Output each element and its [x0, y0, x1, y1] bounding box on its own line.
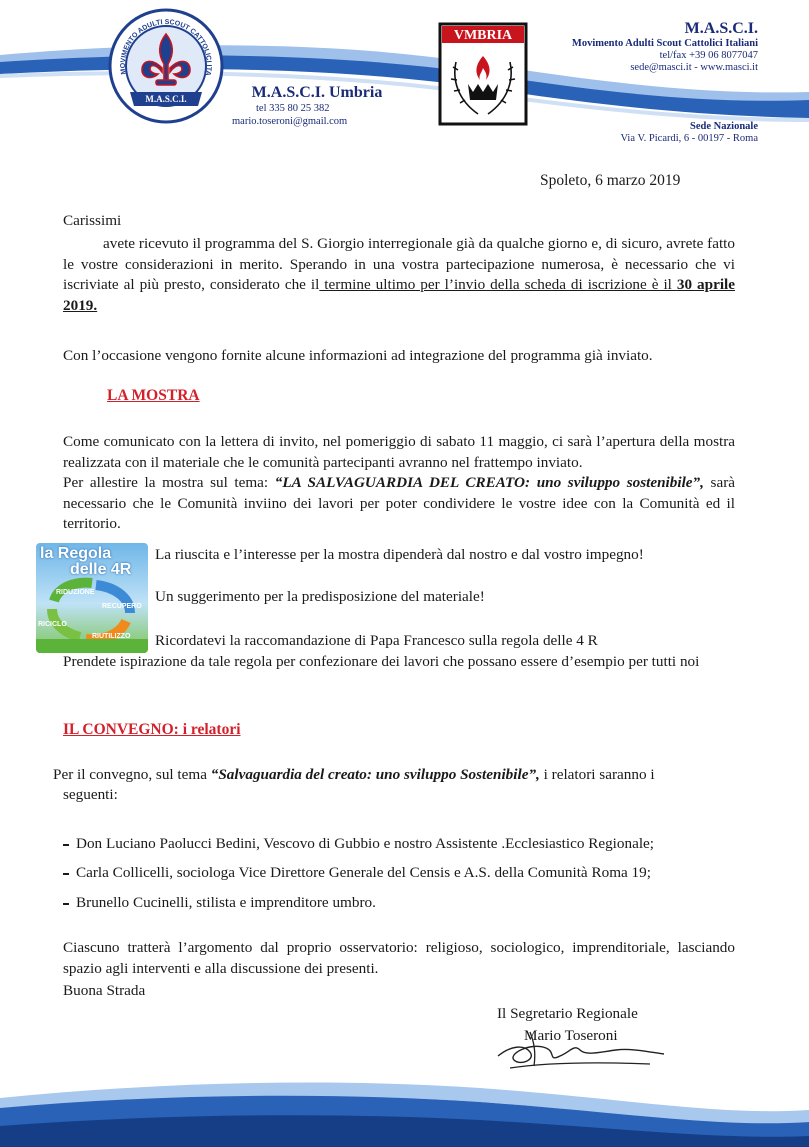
para1-deadline: termine ultimo per l’invio della scheda di iscrizione è il — [319, 276, 677, 293]
paragraph-registration — [63, 234, 735, 316]
national-seat — [560, 121, 758, 145]
regional-contact — [232, 84, 402, 128]
regional-email: mario.toseroni@gmail.com — [232, 116, 348, 127]
speaker-item — [63, 834, 654, 854]
line-suggestion: Un suggerimento per la predisposizione del materiale! — [155, 588, 485, 605]
poster-word-riciclo: RICICLO — [38, 621, 67, 628]
paragraph-info: Con l’occasione vengono fornite alcune informazioni ad integrazione del programma già inviato. — [63, 347, 653, 364]
national-contact — [520, 20, 758, 74]
para4-text: Per allestire la mostra sul tema: — [63, 474, 275, 491]
national-subtitle: Movimento Adulti Scout Cattolici Italiani — [571, 38, 758, 49]
closing: Buona Strada — [63, 982, 146, 999]
national-contacts: sede@masci.it - www.masci.it — [630, 62, 758, 73]
seat-address: Via V. Picardi, 6 - 00197 - Roma — [620, 133, 758, 144]
national-telfax: tel/fax +39 06 8077047 — [659, 50, 758, 61]
masci-logo — [108, 8, 224, 124]
regional-phone: tel 335 80 25 382 — [256, 103, 330, 114]
para6-following: seguenti: — [63, 786, 118, 803]
paragraph-exhibition: Come comunicato con la lettera di invito, nel pomeriggio di sabato 11 maggio, ci sarà l’apertura della mostra realizzata con il materiale che le comunità partecipanti avranno nel frattempo inviato. — [63, 433, 735, 471]
para1-text: avete ricevuto il programma del S. Giorgio interregionale già da qualche giorno e, di sicuro, avrete fatto le vostre considerazioni in merito. Sperando in una vostra partecipazione numerosa, è necessario che vi iscriviate al più presto, considerato che il — [63, 235, 735, 293]
poster-word-riutilizzo: RIUTILIZZO — [92, 633, 131, 640]
dash-bullet-icon — [63, 903, 69, 905]
date-line: Spoleto, 6 marzo 2019 — [540, 172, 681, 189]
speaker-item — [63, 863, 651, 883]
para4-theme: “LA SALVAGUARDIA DEL CREATO: uno sviluppo sostenibile”, — [274, 474, 704, 491]
speaker-item — [63, 893, 376, 913]
para6-text: Per il convegno, sul tema — [53, 766, 211, 783]
poster-word-riduzione: RIDUZIONE — [56, 589, 95, 596]
paragraph-inspiration: Prendete ispirazione da tale regola per confezionare dei lavori che possano essere d’esempio per tutti noi — [63, 653, 700, 670]
para6-rest: i relatori saranno i — [539, 766, 655, 783]
poster-title-line1: la Regola — [40, 545, 112, 562]
poster-title-line2: delle 4R — [70, 561, 132, 578]
shield-banner-text: VMBRIA — [453, 28, 513, 43]
line-pope: Ricordatevi la raccomandazione di Papa Francesco sulla regola delle 4 R — [155, 632, 598, 649]
speaker-name: Brunello Cucinelli, stilista e imprenditore umbro. — [76, 894, 376, 911]
para6-theme: “Salvaguardia del creato: uno sviluppo Sostenibile”, — [210, 766, 540, 783]
para4-rest: sarà necessario che le Comunità inviino dei lavori per poter condividere le vostre idee con la Comunità ed il territorio. — [63, 474, 736, 532]
paragraph-convegno — [53, 764, 743, 785]
logo-ring-text: MOVIMENTO ADULTI SCOUT CATTOLICI ITA — [119, 18, 213, 77]
logo-banner-text: M.A.S.C.I. — [145, 94, 187, 104]
signer-role: Il Segretario Regionale — [497, 1005, 638, 1022]
signer-name: Mario Toseroni — [524, 1027, 618, 1044]
dash-bullet-icon — [63, 844, 69, 846]
para1-date: 30 aprile 2019. — [63, 276, 735, 314]
umbria-shield — [438, 22, 528, 126]
speaker-name: Carla Collicelli, sociologa Vice Direttore Generale del Censis e A.S. della Comunità Roma 19; — [76, 864, 651, 881]
greeting: Carissimi — [63, 212, 122, 229]
seat-label: Sede Nazionale — [690, 121, 758, 132]
paragraph-conclusion: Ciascuno tratterà l’argomento dal proprio osservatorio: religioso, sociologico, imprenditoriale, lasciando spazio agli interventi e alla discussione dei presenti. — [63, 939, 735, 977]
dash-bullet-icon — [63, 873, 69, 875]
heading-convegno: IL CONVEGNO: i relatori — [63, 721, 241, 738]
national-title: M.A.S.C.I. — [684, 20, 758, 37]
regional-title: M.A.S.C.I. Umbria — [251, 84, 383, 101]
regola-4r-poster — [36, 543, 148, 653]
heading-mostra: LA MOSTRA — [107, 387, 200, 404]
line-commitment: La riuscita e l’interesse per la mostra dipenderà dal nostro e dal vostro impegno! — [155, 546, 644, 563]
poster-word-recupero: RECUPERO — [102, 603, 142, 610]
paragraph-theme — [63, 473, 735, 535]
handwritten-signature — [490, 1026, 670, 1076]
speaker-name: Don Luciano Paolucci Bedini, Vescovo di Gubbio e nostro Assistente .Ecclesiastico Regionale; — [76, 835, 654, 852]
